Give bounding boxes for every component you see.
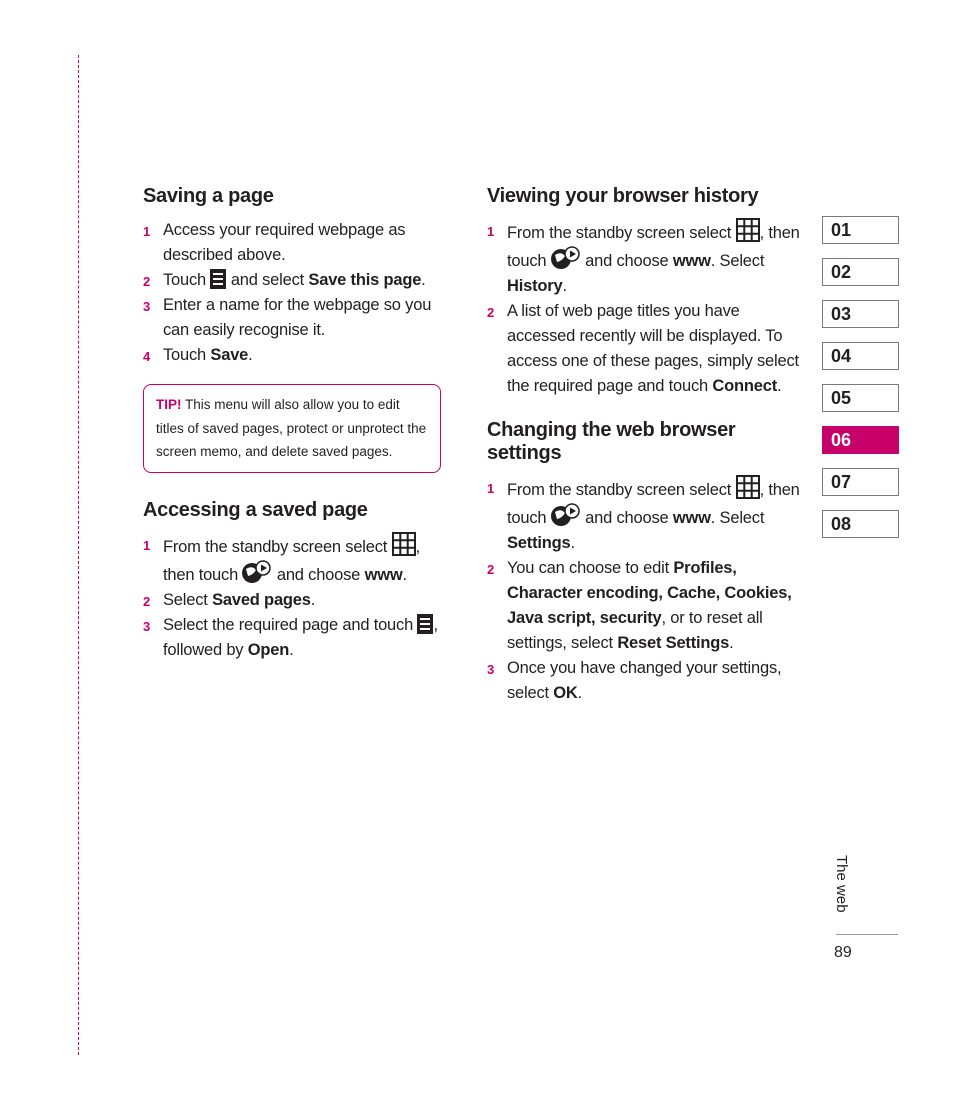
step-number: 4 [143,349,151,364]
step-text: . Select [710,509,765,527]
step-bold-text: www [364,565,403,584]
chapter-tab-07[interactable]: 07 [822,468,899,496]
step-number: 3 [487,662,495,677]
step-bold-text: Open [247,640,290,659]
chapter-tab-05[interactable]: 05 [822,384,899,412]
footer-divider [836,934,898,935]
saving-step-2 [143,268,453,293]
chapter-tab-06[interactable]: 06 [822,426,899,454]
saving-heading: Saving a page [143,185,274,207]
left-column [143,185,453,663]
step-text: . [562,277,567,295]
step-text: and select [230,271,305,289]
step-text: . [421,271,426,289]
step-bold-text: Saved pages [212,590,311,609]
step-bold-text: Connect [712,377,778,395]
chapter-tab-04[interactable]: 04 [822,342,899,370]
section-name: The web [833,855,850,913]
step-text: . [248,346,253,364]
step-number: 2 [143,593,151,609]
step-bold-text: www [672,509,711,527]
history-steps [487,218,809,399]
options-list-icon [210,269,226,289]
step-bold-text: Reset Settings [617,634,730,652]
accessing-step-3 [143,613,453,663]
settings-step-1 [487,475,809,556]
step-text: . Select [710,252,765,270]
step-text: . [289,640,294,659]
step-text: From the standby screen select [507,224,732,242]
dashed-cut-line [78,55,79,1055]
step-bold-text: Save [210,346,249,364]
step-text: . [729,634,734,652]
step-text: , then touch [507,224,800,270]
history-step-1 [487,218,809,299]
accessing-steps [143,532,453,663]
step-bold-text: Save this page [308,271,422,289]
step-text: and choose [585,252,669,270]
step-text: You can choose to edit [507,559,669,577]
page-number: 89 [834,944,852,961]
settings-step-2 [487,556,809,656]
step-text: From the standby screen select [507,481,732,499]
section-spacer [487,399,809,419]
step-text: . [570,534,575,552]
saving-step-4 [143,343,453,368]
tip-label: TIP! [156,397,182,412]
step-bold-text: www [672,252,711,270]
tip-text: This menu will also allow you to edit titles of saved pages, protect or unprotect the screen memo, and delete saved pages. [156,397,427,459]
step-text: Select the required page and touch [163,615,414,634]
accessing-heading: Accessing a saved page [143,498,368,521]
accessing-step-1 [143,532,453,588]
step-text: . [310,590,316,609]
chapter-tab-08[interactable]: 08 [822,510,899,538]
step-text: Enter a name for the webpage so you can easily recognise it. [163,296,432,339]
step-number: 1 [487,481,495,496]
chapter-tab-02[interactable]: 02 [822,258,899,286]
settings-heading: Changing the web browser settings [487,419,736,464]
step-bold-text: Profiles, Character encoding, Cache, Cookies, Java script, security [507,559,792,627]
step-text: Select [163,590,208,609]
step-text: , then touch [507,481,800,527]
options-list-icon [417,614,433,634]
step-text: and choose [585,509,669,527]
step-text: , followed by [163,615,438,659]
step-text: A list of web page titles you have accessed recently will be displayed. To access one of these pages, simply select the required page and touch [507,302,799,395]
step-number: 1 [487,224,495,239]
step-number: 3 [143,299,151,314]
history-heading: Viewing your browser history [487,185,759,207]
chapter-tab-01[interactable]: 01 [822,216,899,244]
step-number: 3 [143,618,151,634]
globe-play-icon [242,560,272,584]
chapter-tabs [822,216,899,552]
accessing-step-2 [143,588,453,613]
globe-play-icon [551,503,581,527]
step-text: Touch [163,271,207,289]
step-text: , then touch [163,537,420,584]
step-number: 2 [143,274,151,289]
chapter-tab-03[interactable]: 03 [822,300,899,328]
right-column [487,185,809,706]
tip-box [143,384,441,473]
step-bold-text: OK [553,684,578,702]
saving-step-3 [143,293,453,343]
grid-menu-icon [736,218,760,242]
saving-step-1 [143,218,453,268]
step-number: 2 [487,562,495,577]
step-text: Access your required webpage as described above. [163,221,406,264]
grid-menu-icon [392,532,416,556]
step-text: . [577,684,583,702]
step-bold-text: History [507,277,563,295]
step-text: and choose [276,565,361,584]
step-bold-text: Settings [507,534,571,552]
step-text: Touch [163,346,207,364]
step-text: From the standby screen select [163,537,388,556]
step-number: 1 [143,224,151,239]
settings-step-3 [487,656,809,706]
saving-steps [143,218,453,368]
history-step-2 [487,299,809,399]
step-text: . [402,565,407,584]
step-text: . [777,377,782,395]
step-text: Once you have changed your settings, select [507,659,782,702]
step-number: 1 [143,537,151,553]
step-text: , or to reset all settings, select [507,609,763,652]
step-number: 2 [487,305,495,320]
settings-steps [487,475,809,706]
grid-menu-icon [736,475,760,499]
globe-play-icon [551,246,581,270]
